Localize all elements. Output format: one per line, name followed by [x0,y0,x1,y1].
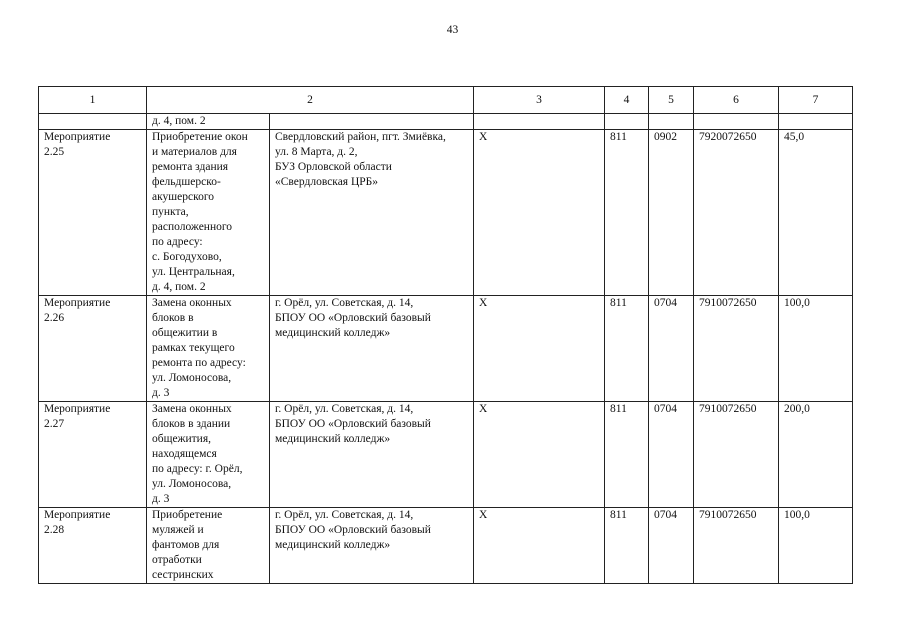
cell-empty [605,114,649,130]
cell-mark: X [474,130,605,296]
header-row [39,87,853,114]
cell-measure: Мероприятие 2.25 [39,130,147,296]
cell-measure: Мероприятие 2.26 [39,296,147,402]
cell-target-code: 7910072650 [694,402,779,508]
budget-table [38,86,853,584]
cell-empty [649,114,694,130]
cell-recipient: г. Орёл, ул. Советская, д. 14, БПОУ ОО «Орловский базовый медицинский колледж» [270,508,474,584]
header-col-3: 3 [474,87,605,114]
cell-code-811: 811 [605,402,649,508]
cell-recipient: г. Орёл, ул. Советская, д. 14, БПОУ ОО «Орловский базовый медицинский колледж» [270,296,474,402]
cell-section-code: 0902 [649,130,694,296]
cell-mark: X [474,402,605,508]
header-col-7: 7 [779,87,853,114]
cell-description: д. 4, пом. 2 [147,114,270,130]
cell-empty [474,114,605,130]
cell-empty [270,114,474,130]
cell-measure: Мероприятие 2.28 [39,508,147,584]
cell-code-811: 811 [605,130,649,296]
cell-empty [779,114,853,130]
cell-target-code: 7920072650 [694,130,779,296]
table-row [39,402,853,508]
cell-description: Замена оконных блоков в здании общежития, находящемся по адресу: г. Орёл, ул. Ломоносова, д. 3 [147,402,270,508]
header-col-6: 6 [694,87,779,114]
cell-recipient: г. Орёл, ул. Советская, д. 14, БПОУ ОО «Орловский базовый медицинский колледж» [270,402,474,508]
cell-description: Приобретение окон и материалов для ремонта здания фельдшерско- акушерского пункта, расположенного по адресу: с. Богодухово, ул. Центральная, д. 4, пом. 2 [147,130,270,296]
cell-amount: 100,0 [779,508,853,584]
header-col-2: 2 [147,87,474,114]
cell-code-811: 811 [605,296,649,402]
cell-section-code: 0704 [649,296,694,402]
cell-amount: 200,0 [779,402,853,508]
cell-section-code: 0704 [649,508,694,584]
cell-amount: 100,0 [779,296,853,402]
cell-section-code: 0704 [649,402,694,508]
cell-amount: 45,0 [779,130,853,296]
cell-code-811: 811 [605,508,649,584]
page-number: 43 [446,24,459,36]
cell-target-code: 7910072650 [694,296,779,402]
header-col-5: 5 [649,87,694,114]
cell-mark: X [474,508,605,584]
cell-mark: X [474,296,605,402]
cell-empty [39,114,147,130]
header-col-1: 1 [39,87,147,114]
cell-measure: Мероприятие 2.27 [39,402,147,508]
continuation-row [39,114,853,130]
cell-description: Приобретение муляжей и фантомов для отработки сестринских [147,508,270,584]
header-col-4: 4 [605,87,649,114]
cell-empty [694,114,779,130]
table-row [39,130,853,296]
table-row [39,508,853,584]
table-row [39,296,853,402]
cell-recipient: Свердловский район, пгт. Змиёвка, ул. 8 Марта, д. 2, БУЗ Орловской области «Свердловская ЦРБ» [270,130,474,296]
cell-target-code: 7910072650 [694,508,779,584]
cell-description: Замена оконных блоков в общежитии в рамках текущего ремонта по адресу: ул. Ломоносова, д. 3 [147,296,270,402]
